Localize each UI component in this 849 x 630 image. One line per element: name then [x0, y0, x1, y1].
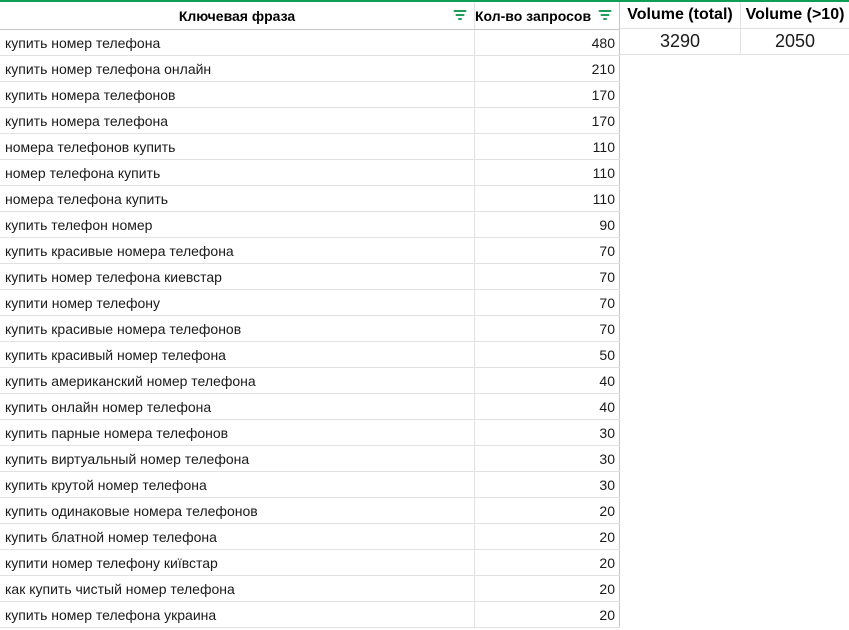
table-row: [0, 316, 620, 342]
header-label-count: Кол-во запросов: [475, 7, 592, 24]
table-row: [0, 550, 620, 576]
phrase-cell[interactable]: как купить чистый номер телефона: [0, 576, 475, 601]
count-cell[interactable]: 20: [475, 576, 620, 601]
phrase-cell[interactable]: купить телефон номер: [0, 212, 475, 237]
table-row: [0, 212, 620, 238]
table-row: [0, 576, 620, 602]
filter-icon[interactable]: [453, 8, 467, 22]
count-cell[interactable]: 170: [475, 82, 620, 107]
phrase-cell[interactable]: купить номера телефонов: [0, 82, 475, 107]
count-cell[interactable]: 170: [475, 108, 620, 133]
filter-icon[interactable]: [598, 8, 612, 22]
count-cell[interactable]: 40: [475, 394, 620, 419]
count-cell[interactable]: 70: [475, 264, 620, 289]
count-cell[interactable]: 110: [475, 160, 620, 185]
phrase-cell[interactable]: купить парные номера телефонов: [0, 420, 475, 445]
count-cell[interactable]: 70: [475, 290, 620, 315]
table-row: [0, 524, 620, 550]
summary-values: [620, 29, 849, 55]
summary-gt10-value[interactable]: 2050: [774, 31, 816, 51]
table-row: [0, 498, 620, 524]
table-row: [0, 264, 620, 290]
phrase-cell[interactable]: купить американский номер телефона: [0, 368, 475, 393]
header-cell-count[interactable]: [475, 2, 620, 29]
phrase-cell[interactable]: купить номера телефона: [0, 108, 475, 133]
summary-total-label[interactable]: Volume (total): [620, 2, 741, 28]
phrase-cell[interactable]: купить номер телефона киевстар: [0, 264, 475, 289]
phrase-cell[interactable]: номер телефона купить: [0, 160, 475, 185]
count-cell[interactable]: 90: [475, 212, 620, 237]
summary-table: [620, 2, 849, 55]
count-cell[interactable]: 110: [475, 134, 620, 159]
phrase-cell[interactable]: купить онлайн номер телефона: [0, 394, 475, 419]
table-body: [0, 30, 620, 628]
count-cell[interactable]: 20: [475, 524, 620, 549]
phrase-cell[interactable]: купить номер телефона онлайн: [0, 56, 475, 81]
count-cell[interactable]: 210: [475, 56, 620, 81]
table-row: [0, 394, 620, 420]
count-cell[interactable]: 480: [475, 30, 620, 55]
phrase-cell[interactable]: купить красивый номер телефона: [0, 342, 475, 367]
phrase-cell[interactable]: купить номер телефона украина: [0, 602, 475, 627]
summary-gt10-label[interactable]: Volume (>10): [745, 6, 845, 23]
phrase-cell[interactable]: купить красивые номера телефонов: [0, 316, 475, 341]
count-cell[interactable]: 30: [475, 472, 620, 497]
phrase-cell[interactable]: купить номер телефона: [0, 30, 475, 55]
table-row: [0, 290, 620, 316]
table-header: [0, 2, 620, 30]
table-row: [0, 238, 620, 264]
phrase-cell[interactable]: купить одинаковые номера телефонов: [0, 498, 475, 523]
table-row: [0, 56, 620, 82]
phrase-cell[interactable]: купити номер телефону київстар: [0, 550, 475, 575]
table-row: [0, 108, 620, 134]
count-cell[interactable]: 40: [475, 368, 620, 393]
summary-header: [620, 2, 849, 29]
summary-total-value[interactable]: 3290: [620, 29, 741, 54]
phrase-cell[interactable]: купить красивые номера телефона: [0, 238, 475, 263]
count-cell[interactable]: 70: [475, 316, 620, 341]
phrase-cell[interactable]: купити номер телефону: [0, 290, 475, 315]
phrase-cell[interactable]: номера телефонов купить: [0, 134, 475, 159]
table-row: [0, 134, 620, 160]
table-row: [0, 342, 620, 368]
table-row: [0, 160, 620, 186]
table-row: [0, 446, 620, 472]
table-row: [0, 82, 620, 108]
table-row: [0, 420, 620, 446]
table-row: [0, 472, 620, 498]
table-row: [0, 602, 620, 628]
count-cell[interactable]: 20: [475, 498, 620, 523]
header-label-phrase: Ключевая фраза: [178, 7, 296, 24]
table-row: [0, 30, 620, 56]
count-cell[interactable]: 70: [475, 238, 620, 263]
count-cell[interactable]: 20: [475, 602, 620, 627]
phrase-cell[interactable]: купить блатной номер телефона: [0, 524, 475, 549]
count-cell[interactable]: 110: [475, 186, 620, 211]
phrase-cell[interactable]: купить крутой номер телефона: [0, 472, 475, 497]
header-cell-phrase[interactable]: [0, 2, 475, 29]
phrase-cell[interactable]: купить виртуальный номер телефона: [0, 446, 475, 471]
phrase-cell[interactable]: номера телефона купить: [0, 186, 475, 211]
count-cell[interactable]: 30: [475, 446, 620, 471]
count-cell[interactable]: 30: [475, 420, 620, 445]
table-row: [0, 368, 620, 394]
count-cell[interactable]: 20: [475, 550, 620, 575]
count-cell[interactable]: 50: [475, 342, 620, 367]
keyword-table: [0, 2, 620, 628]
table-row: [0, 186, 620, 212]
